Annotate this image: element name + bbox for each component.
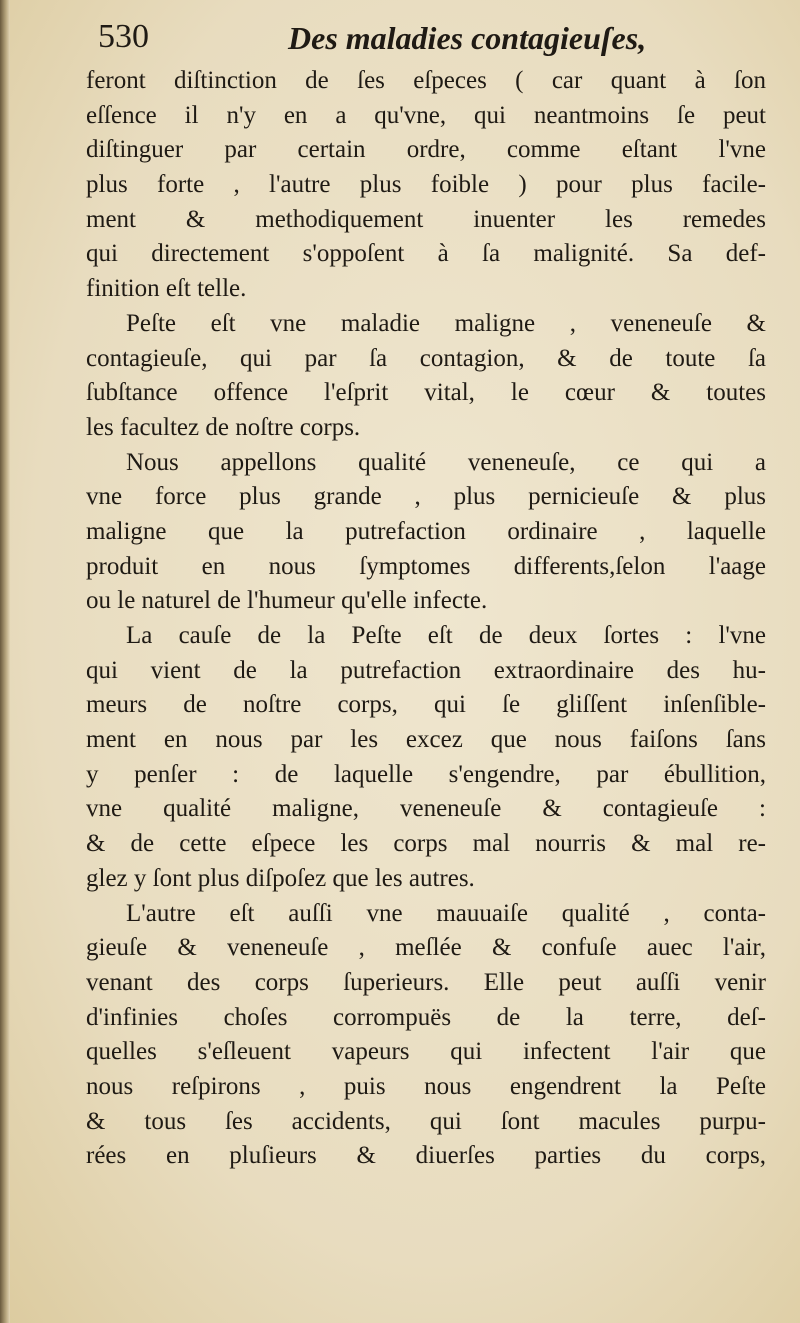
text-line: ou le naturel de l'humeur qu'elle infecte. [86, 587, 488, 615]
text-line: & de cette eſpece les corps mal nourris & mal re- [86, 830, 766, 858]
text-line: plus forte , l'autre plus foible ) pour plus facile- [86, 171, 766, 199]
text-line: La cauſe de la Peſte eſt de deux ſortes : l'vne [126, 622, 766, 649]
text-line: venant des corps ſuperieurs. Elle peut auſſi venir [86, 968, 766, 996]
text-line: y penſer : de laquelle s'engendre, par ébullition, [86, 760, 766, 788]
text-line: & tous ſes accidents, qui ſont macules purpu- [86, 1107, 766, 1135]
text-line: ment & methodiquement inuenter les remedes [86, 205, 766, 233]
text-line: Nous appellons qualité veneneuſe, ce qui a [126, 448, 766, 476]
text-line: glez y ſont plus diſpoſez que les autres. [86, 864, 475, 892]
text-line: qui vient de la putrefaction extraordinaire des hu- [86, 656, 766, 684]
text-line: vne qualité maligne, veneneuſe & contagieuſe : [86, 795, 766, 823]
page-number: 530 [98, 18, 149, 55]
text-line: feront diſtinction de ſes eſpeces ( car quant à ſon [86, 67, 766, 94]
text-line: eſſence il n'y en a qu'vne, qui neantmoins ſe peut [86, 101, 766, 129]
text-line: quelles s'eſleuent vapeurs qui infectent l'air que [86, 1038, 766, 1066]
text-line: les facultez de noſtre corps. [86, 413, 361, 441]
text-line: ſubſtance offence l'eſprit vital, le cœur & toutes [86, 379, 766, 407]
body-text [86, 64, 766, 1174]
text-line: contagieuſe, qui par ſa contagion, & de toute ſa [86, 344, 766, 372]
text-line: maligne que la putrefaction ordinaire , laquelle [86, 517, 766, 545]
text-line: gieuſe & veneneuſe , meſlée & confuſe auec l'air, [86, 934, 766, 962]
text-line: nous reſpirons , puis nous engendrent la Peſte [86, 1072, 766, 1100]
text-line: L'autre eſt auſſi vne mauuaiſe qualité , conta- [126, 899, 766, 927]
text-line: produit en nous ſymptomes differents,ſelon l'aage [86, 552, 766, 580]
running-head: Des maladies contagieuſes, [288, 20, 647, 56]
text-line: ment en nous par les excez que nous faiſons ſans [86, 726, 766, 754]
text-line: vne force plus grande , plus pernicieuſe & plus [86, 483, 766, 511]
text-line: diſtinguer par certain ordre, comme eſtant l'vne [86, 136, 766, 164]
text-line: rées en pluſieurs & diuerſes parties du corps, [86, 1142, 766, 1170]
text-line: qui directement s'oppoſent à ſa malignité. Sa def- [86, 240, 766, 268]
text-line: Peſte eſt vne maladie maligne , veneneuſe & [126, 309, 766, 337]
page-header [98, 18, 658, 68]
text-line: finition eſt telle. [86, 275, 247, 303]
binding-gutter [0, 0, 10, 1323]
text-line: meurs de noſtre corps, qui ſe gliſſent inſenſible- [86, 691, 766, 719]
text-line: d'infinies choſes corrompuës de la terre, deſ- [86, 1003, 766, 1031]
